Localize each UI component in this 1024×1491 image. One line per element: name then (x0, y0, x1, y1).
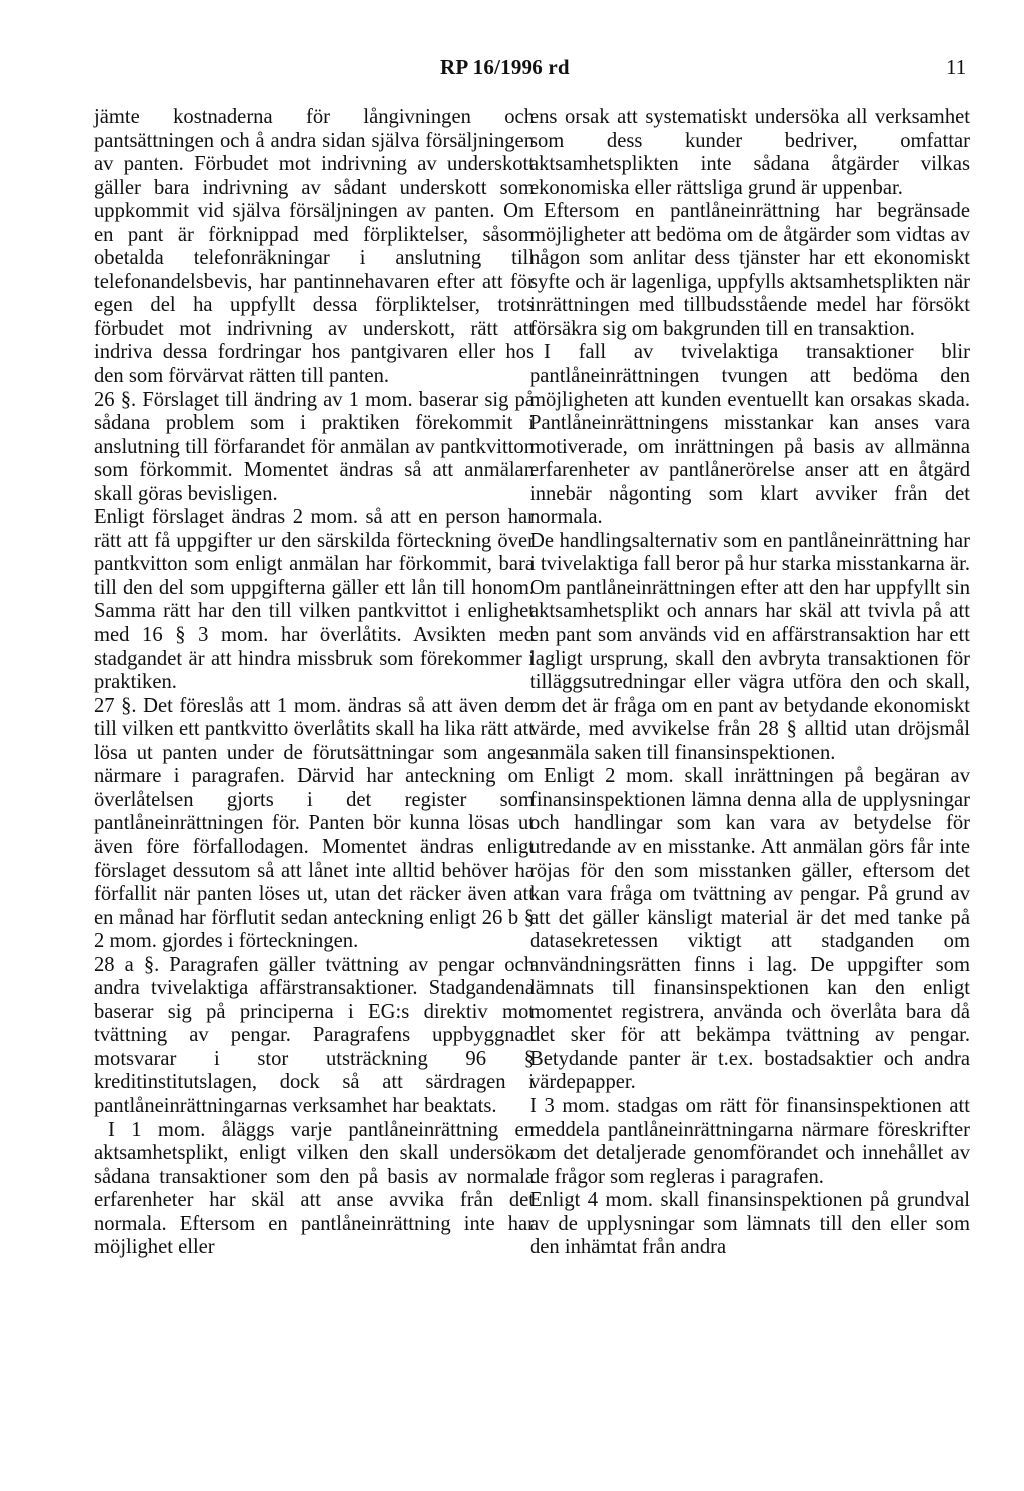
paragraph: Enligt 2 mom. skall inrättningen på begäran av finansinspektionen lämna denna alla de upplysningar och handlingar som kan vara av betydelse för utredande av en misstanke. Att anmälan görs får inte röjas för den som misstanken gäller, eftersom det kan vara fråga om tvättning av pengar. På grund av att det gäller känsligt material är det med tanke på datasekretessen viktigt att stadganden om användningsrätten finns i lag. De uppgifter som lämnats till finansinspektionen kan den enligt momentet registrera, använda och överlåta bara då det sker för att bekämpa tvättning av pengar. Betydande panter är t.ex. bostadsaktier och andra värdepapper. (530, 765, 970, 1094)
page-number: 11 (946, 55, 967, 79)
page-header (0, 50, 1024, 84)
right-column (530, 106, 970, 1260)
document-id: RP 16/1996 rd (440, 55, 570, 79)
left-column (94, 106, 534, 1260)
paragraph: 28 a §. Paragrafen gäller tvättning av pengar och andra tvivelaktiga affärstransaktioner. Stadgandena baserar sig på principerna i EG:s direktiv mot tvättning av pengar. Paragrafens uppbyggnad motsvarar i stor utsträckning 96 § kreditinstitutslagen, dock så att särdragen i pantlåneinrättningarnas verksamhet har beaktats. (94, 953, 534, 1117)
paragraph: I 3 mom. stadgas om rätt för finansinspektionen att meddela pantlåneinrättningarna närmare föreskrifter om det detaljerade genomförandet och innehållet av de frågor som regleras i paragrafen. (530, 1094, 970, 1188)
paragraph: jämte kostnaderna för långivningen och pantsättningen och å andra sidan själva försäljningen av panten. Förbudet mot indrivning av underskott gäller bara indrivning av sådant underskott som uppkommit vid själva försäljningen av panten. Om en pant är förknippad med förpliktelser, såsom obetalda telefonräkningar i anslutning till telefonandelsbevis, har pantinnehavaren efter att för egen del ha uppfyllt dessa förpliktelser, trots förbudet mot indrivning av underskott, rätt att indriva dessa fordringar hos pantgivaren eller hos den som förvärvat rätten till panten. (94, 106, 534, 388)
paragraph: ens orsak att systematiskt undersöka all verksamhet som dess kunder bedriver, omfattar aktsamhetsplikten inte sådana åtgärder vilkas ekonomiska eller rättsliga grund är uppenbar. (530, 106, 970, 199)
paragraph: Eftersom en pantlåneinrättning har begränsade möjligheter att bedöma om de åtgärder som vidtas av någon som anlitar dess tjänster har ett ekonomiskt syfte och är lagenliga, uppfylls aktsamhetsplikten när inrättningen med tillbudsstående medel har försökt försäkra sig om bakgrunden till en transaktion. (530, 200, 970, 340)
paragraph: I 1 mom. åläggs varje pantlåneinrättning en aktsamhetsplikt, enligt vilken den skall undersöka sådana transaktioner som den på basis av normala erfarenheter har skäl att anse avvika från det normala. Eftersom en pantlåneinrättning inte har möjlighet eller (94, 1118, 534, 1259)
paragraph: I fall av tvivelaktiga transaktioner blir pantlåneinrättningen tvungen att bedöma den möjligheten att kunden eventuellt kan orsakas skada. Pantlåneinrättningens misstankar kan anses vara motiverade, om inrättningen på basis av allmänna erfarenheter av pantlånerörelse anser att en åtgärd innebär någonting som klart avviker från det normala. (530, 341, 970, 529)
paragraph: Enligt 4 mom. skall finansinspektionen på grundval av de upplysningar som lämnats till den eller som den inhämtat från andra (530, 1189, 970, 1259)
paragraph: De handlingsalternativ som en pantlåneinrättning har i tvivelaktiga fall beror på hur starka misstankarna är. Om pantlåneinrättningen efter att den har uppfyllt sin aktsamhetsplikt och annars har skäl att tvivla på att en pant som används vid en affärstransaktion har ett lagligt ursprung, skall den avbryta transaktionen för tilläggsutredningar eller vägra utföra den och skall, om det är fråga om en pant av betydande ekonomiskt värde, med avvikelse från 28 § alltid utan dröjsmål anmäla saken till finansinspektionen. (530, 529, 970, 764)
paragraph: 26 §. Förslaget till ändring av 1 mom. baserar sig på sådana problem som i praktiken förekommit i anslutning till förfarandet för anmälan av pantkvitton som förkommit. Momentet ändras så att anmälan skall göras bevisligen. (94, 388, 534, 505)
paragraph: 27 §. Det föreslås att 1 mom. ändras så att även den till vilken ett pantkvitto överlåtits skall ha lika rätt att lösa ut panten under de förutsättningar som anges närmare i paragrafen. Därvid har anteckning om överlåtelsen gjorts i det register som pantlåneinrättningen för. Panten bör kunna lösas ut även före förfallodagen. Momentet ändras enligt förslaget dessutom så att lånet inte alltid behöver ha förfallit när panten löses ut, utan det räcker även att en månad har förflutit sedan anteckning enligt 26 b § 2 mom. gjordes i förteckningen. (94, 694, 534, 953)
paragraph: Enligt förslaget ändras 2 mom. så att en person har rätt att få uppgifter ur den särskilda förteckning över pantkvitton som enligt anmälan har förkommit, bara till den del som uppgifterna gäller ett lån till honom. Samma rätt har den till vilken pantkvittot i enlighet med 16 § 3 mom. har överlåtits. Avsikten med stadgandet är att hindra missbruk som förekommer i praktiken. (94, 506, 534, 694)
